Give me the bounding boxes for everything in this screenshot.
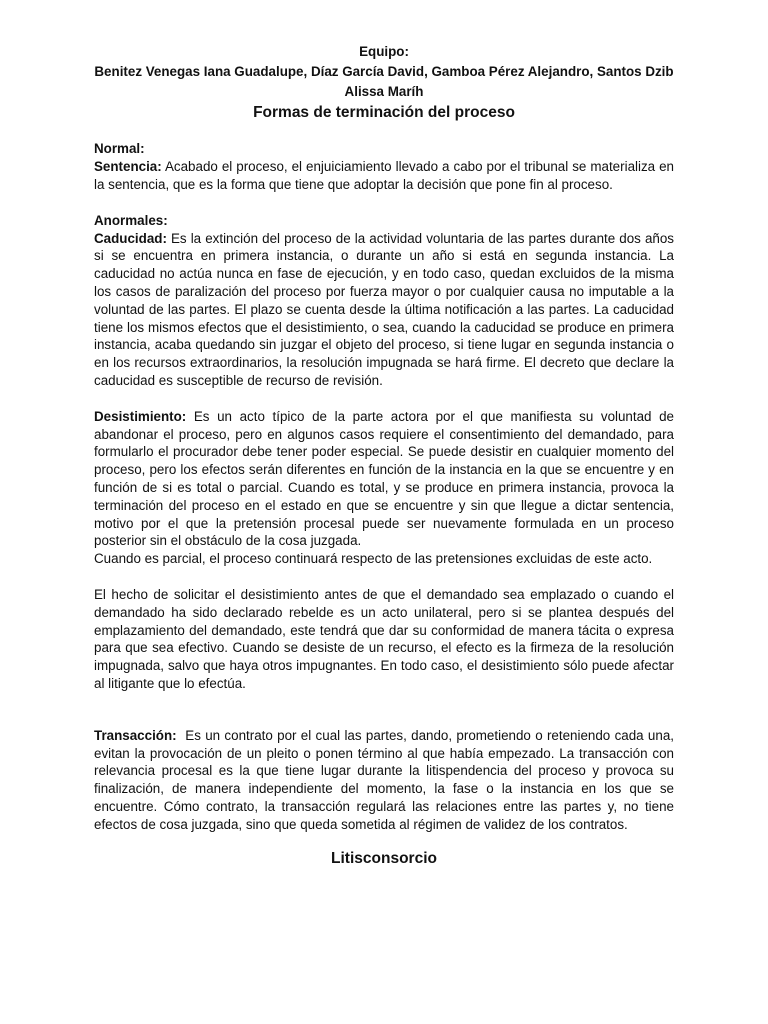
team-label: Equipo: bbox=[359, 44, 409, 59]
spacer bbox=[94, 693, 674, 727]
transaccion-term: Transacción: bbox=[94, 727, 177, 743]
sentencia-text: Acabado el proceso, el enjuiciamiento llevado a cabo por el tribunal se materializa en la sentencia, que es la forma que tiene que adoptar la decisión que pone fin al proceso. bbox=[94, 159, 674, 192]
spacer bbox=[94, 194, 674, 212]
desistimiento-text: Es un acto típico de la parte actora por el que manifiesta su voluntad de abandonar el proceso, pero en algunos casos requiere el consentimiento del demandado, para formularlo el procurador debe tener poder especial. Se puede desistir en cualquier momento del proceso, pero los efectos serán diferentes en función de la instancia en la que se encuentre y en función de si es total o parcial. Cuando es total, y se produce en primera instancia, provoca la terminación del proceso en el estado en que se encuentre y sin que llegue a dictar sentencia, motivo por el que la pretensión procesal puede ser nuevamente formulada en un proceso posterior sin el obstáculo de la cosa juzgada. bbox=[94, 408, 674, 549]
transaccion-paragraph bbox=[94, 727, 678, 834]
transaccion-text: Es un contrato por el cual las partes, dando, prometiendo o reteniendo cada una, evitan la provocación de un pleito o ponen término al que había empezado. La transacción con relevancia procesal es la que tiene lugar durante la litispendencia del proceso y provoca su finalización, de manera independiente del momento, la fase o la instancia en los que se encuentre. Cómo contrato, la transacción regulará las relaciones entre las partes y, no tiene efectos de cosa juzgada, sino que queda sometida al régimen de validez de los contratos. bbox=[94, 727, 678, 832]
caducidad-paragraph bbox=[94, 230, 674, 390]
desistimiento-paragraph bbox=[94, 408, 674, 550]
sentencia-paragraph bbox=[94, 158, 674, 194]
desistimiento-paragraph-2: El hecho de solicitar el desistimiento antes de que el demandado sea emplazado o cuando el demandado ha sido declarado rebelde es un acto unilateral, pero si se plantea después del emplazamiento del demandado, este tendrá que dar su conformidad de manera tácita o expresa para que sea efectivo. Cuando se desiste de un recurso, el efecto es la firmeza de la resolución impugnada, salvo que haya otros impugnantes. En todo caso, el desistimiento sólo puede afectar al litigante que lo efectúa. bbox=[94, 586, 674, 691]
team-members: Benitez Venegas Iana Guadalupe, Díaz García David, Gamboa Pérez Alejandro, Santos Dzib Alissa Maríh bbox=[94, 64, 674, 99]
desistimiento-term: Desistimiento: bbox=[94, 408, 187, 424]
spacer bbox=[94, 568, 674, 586]
anormales-heading: Anormales: bbox=[94, 212, 168, 228]
desistimiento-parcial: Cuando es parcial, el proceso continuará respecto de las pretensiones excluidas de este acto. bbox=[94, 551, 653, 567]
caducidad-term: Caducidad: bbox=[94, 230, 167, 246]
normal-heading: Normal: bbox=[94, 141, 145, 156]
sentencia-term: Sentencia: bbox=[94, 159, 162, 174]
spacer bbox=[94, 390, 674, 408]
caducidad-text: Es la extinción del proceso de la actividad voluntaria de las partes durante dos años si se encuentra en primera instancia, o durante un año si está en segunda instancia. La caducidad no actúa nunca en fase de ejecución, y en todo caso, quedan excluidos de la misma los casos de paralización del proceso por fuerza mayor o por cualquier causa no imputable a la voluntad de las partes. El plazo se cuenta desde la última notificación a las partes. La caducidad tiene los mismos efectos que el desistimiento, o sea, cuando la caducidad se produce en primera instancia, acaba quedando sin juzgar el objeto del proceso, si tiene lugar en segunda instancia o en los recursos extraordinarios, la resolución impugnada se hará firme. El decreto que declare la caducidad es susceptible de recurso de revisión. bbox=[94, 230, 674, 388]
document-title: Formas de terminación del proceso bbox=[253, 104, 515, 121]
litisconsorcio-title: Litisconsorcio bbox=[331, 849, 437, 867]
